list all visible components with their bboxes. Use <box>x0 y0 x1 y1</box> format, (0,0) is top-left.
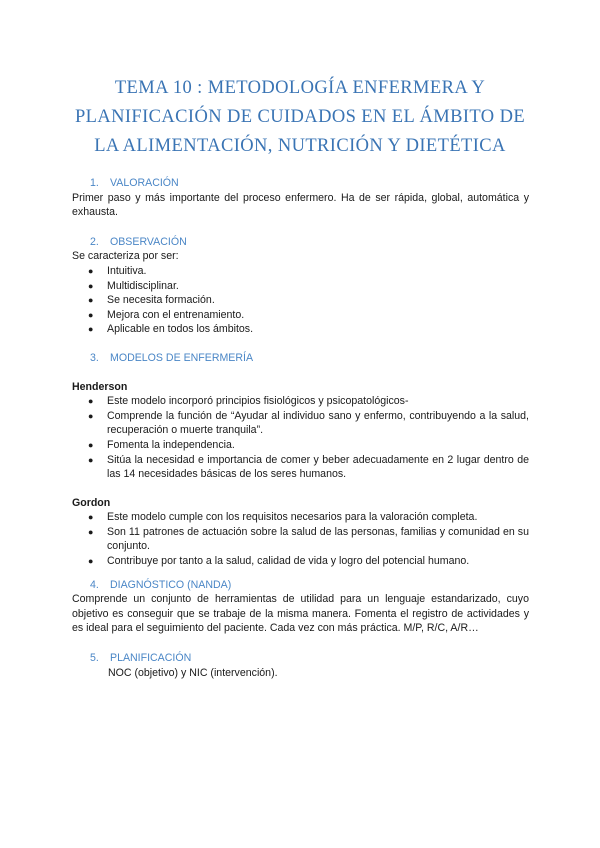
list-item: ● Comprende la función de “Ayudar al individuo sano y enfermo, contribuyendo a la salud, recuperación o muerte tranquila”. <box>72 409 529 438</box>
list-item: ● Este modelo cumple con los requisitos necesarios para la valoración completa. <box>72 510 529 525</box>
section-intro: Se caracteriza por ser: <box>72 250 179 263</box>
document-title: TEMA 10 : METODOLOGÍA ENFERMERA Y PLANIFICACIÓN DE CUIDADOS EN EL ÁMBITO DE LA ALIMENTACIÓN, NUTRICIÓN Y DIETÉTICA <box>74 78 526 156</box>
section-title: DIAGNÓSTICO (NANDA) <box>110 578 232 591</box>
list-item: ● Mejora con el entrenamiento. <box>72 308 529 323</box>
list-item: ● Este modelo incorporó principios fisiológicos y psicopatológicos- <box>72 394 529 409</box>
bullet-list <box>72 264 529 337</box>
section-title: MODELOS DE ENFERMERÍA <box>110 351 254 364</box>
section-paragraph: NOC (objetivo) y NIC (intervención). <box>108 666 278 679</box>
section-number: 5. <box>90 652 99 665</box>
section-heading-observacion <box>90 235 529 250</box>
section-title: OBSERVACIÓN <box>110 235 187 248</box>
section-title: VALORACIÓN <box>110 177 179 189</box>
section-heading-diagnostico <box>90 578 529 593</box>
list-item: ● Intuitiva. <box>72 264 529 279</box>
list-item: ● Son 11 patrones de actuación sobre la salud de las personas, familias y comunidad en su conjunto. <box>72 525 529 554</box>
section-number: 4. <box>90 578 99 591</box>
list-item: ● Se necesita formación. <box>72 293 529 308</box>
section-number: 3. <box>90 351 99 364</box>
section-heading-planificacion <box>90 651 529 666</box>
model-name-gordon: Gordon <box>72 496 111 509</box>
section-number: 2. <box>90 235 99 248</box>
section-number: 1. <box>90 177 99 189</box>
bullet-list <box>72 394 529 482</box>
bullet-list <box>72 510 529 568</box>
list-item: ● Multidisciplinar. <box>72 279 529 294</box>
section-paragraph: Primer paso y más importante del proceso enfermero. Ha de ser rápida, global, automática y exhausta. <box>72 191 529 219</box>
list-item: ● Contribuye por tanto a la salud, calidad de vida y logro del potencial humano. <box>72 554 529 569</box>
document-content <box>72 176 529 680</box>
list-item: ● Sitúa la necesidad e importancia de comer y beber adecuadamente en 2 lugar dentro de las 14 necesidades básicas de los seres humanos. <box>72 453 529 482</box>
section-paragraph: Comprende un conjunto de herramientas de utilidad para un lenguaje estandarizado, cuyo objetivo es conseguir que se trabaje de la misma manera. Fomenta el registro de actividades y es ideal para el seguimiento del paciente. Cada vez con más práctica. M/P, R/C, A/R… <box>72 593 529 635</box>
section-heading-modelos <box>90 351 529 366</box>
section-heading-valoracion <box>90 176 529 191</box>
section-title: PLANIFICACIÓN <box>110 652 192 665</box>
list-item: ● Aplicable en todos los ámbitos. <box>72 322 529 337</box>
list-item: ● Fomenta la independencia. <box>72 438 529 453</box>
model-name-henderson: Henderson <box>72 380 128 393</box>
